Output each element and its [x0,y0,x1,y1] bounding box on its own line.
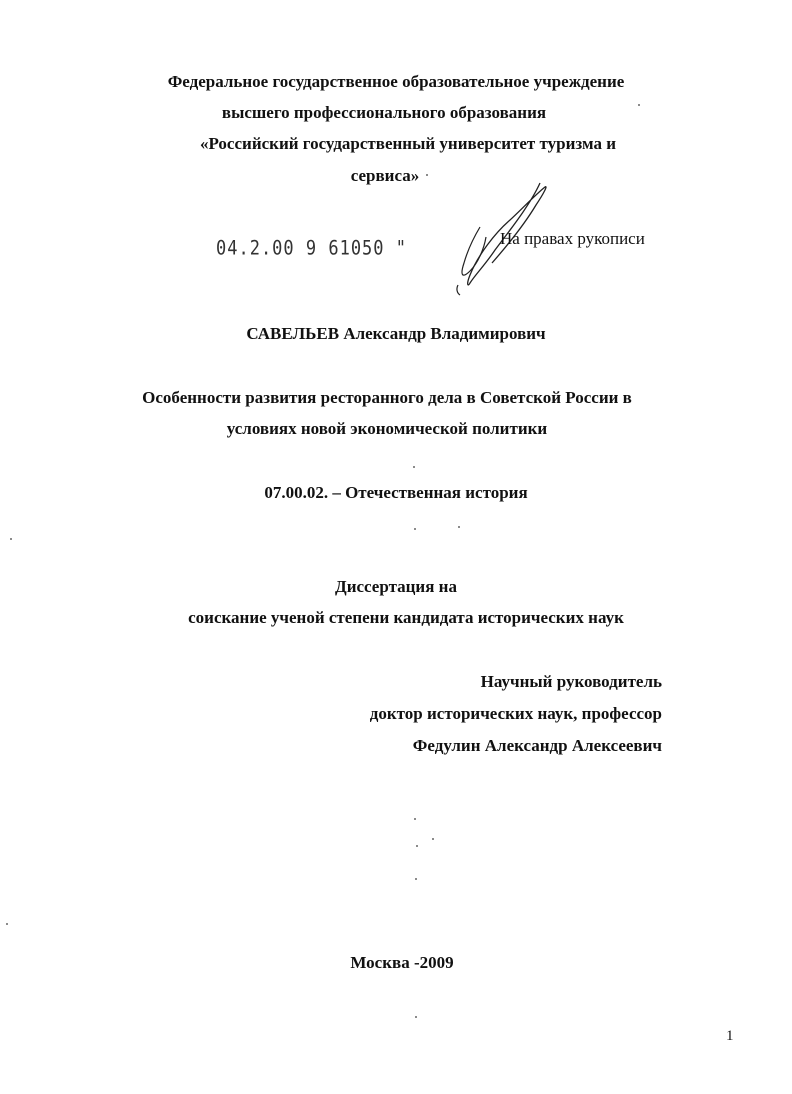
scan-speck [458,526,460,528]
scan-speck [432,838,434,840]
supervisor-role: Научный руководитель [480,672,662,691]
scan-speck [414,818,416,820]
scan-speck [414,528,416,530]
dissertation-label-line-1: Диссертация на [335,577,457,596]
city-year: Москва -2009 [350,953,454,972]
scan-speck [10,538,12,540]
institution-line-2: высшего профессионального образования [221,103,547,122]
specialty: 07.00.02. – Отечественная история [264,483,528,502]
institution-line-1: Федеральное государственное образовательное учреждение [167,72,625,91]
scan-speck [416,845,418,847]
scan-speck [415,1016,417,1018]
scan-speck [426,174,428,176]
supervisor-name: Федулин Александр Алексеевич [412,736,662,755]
institution-line-4: сервиса» [350,166,420,185]
dissertation-label-line-2: соискание ученой степени кандидата исторических наук [188,608,624,627]
manuscript-note: На правах рукописи [500,229,645,248]
scan-speck [415,878,417,880]
scan-speck [413,466,415,468]
archive-stamp: 04.2.00 9 61050 " [216,237,407,260]
scan-speck [638,104,640,106]
supervisor-degree: доктор исторических наук, профессор [369,704,662,723]
author-name: САВЕЛЬЕВ Александр Владимирович [246,324,546,343]
scan-speck [6,923,8,925]
institution-line-3: «Российский государственный университет туризма и [199,134,617,153]
dissertation-title-line-1: Особенности развития ресторанного дела в Советской России в [142,388,632,407]
page-number: 1 [726,1028,734,1044]
dissertation-title-line-2: условиях новой экономической политики [226,419,548,438]
